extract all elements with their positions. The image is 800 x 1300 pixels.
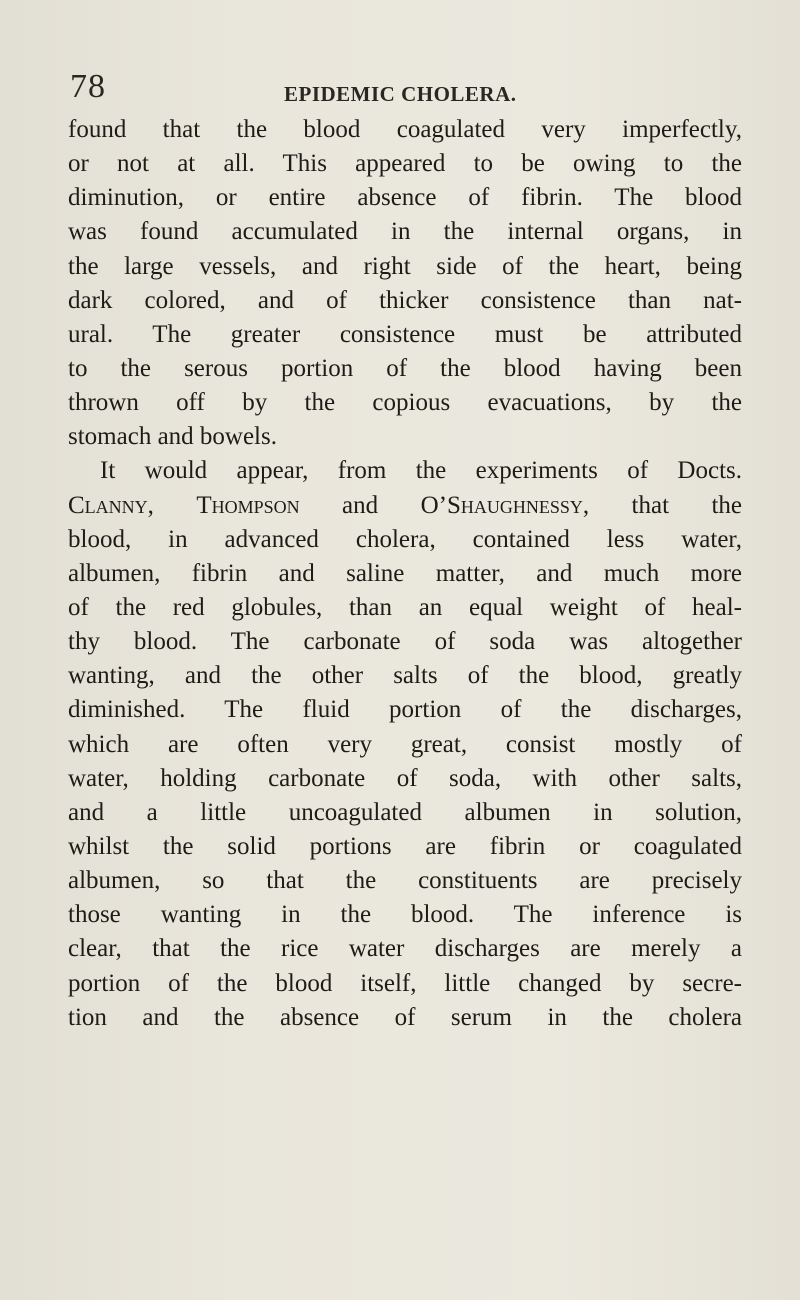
text-line: to the serous portion of the blood having been [68, 354, 742, 382]
text-line-names [68, 489, 742, 523]
author-name-thompson: Thompson [196, 491, 300, 519]
text-fragment: and [299, 491, 421, 519]
text-line: ural. The greater consistence must be attributed [68, 320, 742, 348]
text-line: was found accumulated in the internal organs, in [68, 218, 742, 246]
text-fragment: , that the [582, 491, 742, 519]
text-line: albumen, fibrin and saline matter, and much more [68, 559, 742, 587]
author-name-oshaughnessy: O’Shaughnessy [420, 491, 583, 519]
text-line: clear, that the rice water discharges are merely a [68, 935, 742, 963]
paragraph-first-line: It would appear, from the experiments of Docts. [100, 457, 742, 485]
body-text [68, 113, 742, 1035]
running-title: EPIDEMIC CHOLERA. [284, 82, 517, 106]
text-line: diminished. The fluid portion of the discharges, [68, 696, 742, 724]
text-line: stomach and bowels. [68, 423, 277, 451]
text-line: diminution, or entire absence of fibrin. The blood [68, 184, 742, 212]
text-line: albumen, so that the constituents are precisely [68, 867, 742, 895]
text-line: those wanting in the blood. The inference is [68, 901, 742, 929]
text-line: and a little uncoagulated albumen in solution, [68, 798, 742, 826]
text-line: thrown off by the copious evacuations, by the [68, 389, 742, 417]
text-line: whilst the solid portions are fibrin or coagulated [68, 832, 742, 860]
page-header [70, 68, 740, 110]
text-line: tion and the absence of serum in the cholera [68, 1003, 742, 1031]
page-number: 78 [70, 68, 106, 105]
text-line: blood, in advanced cholera, contained less water, [68, 525, 742, 553]
text-line: the large vessels, and right side of the heart, being [68, 252, 742, 280]
text-line: or not at all. This appeared to be owing to the [68, 150, 742, 178]
text-line: thy blood. The carbonate of soda was altogether [68, 628, 742, 656]
text-line: wanting, and the other salts of the blood, greatly [68, 662, 742, 690]
text-line: dark colored, and of thicker consistence than nat- [68, 286, 742, 314]
text-line: portion of the blood itself, little changed by secre- [68, 969, 742, 997]
text-line: which are often very great, consist mostly of [68, 730, 742, 758]
text-line: water, holding carbonate of soda, with other salts, [68, 764, 742, 792]
text-fragment: , [147, 491, 197, 519]
author-name-clanny: Clanny [68, 491, 148, 519]
text-line: found that the blood coagulated very imperfectly, [68, 116, 742, 143]
text-line: of the red globules, than an equal weight of heal- [68, 593, 742, 621]
